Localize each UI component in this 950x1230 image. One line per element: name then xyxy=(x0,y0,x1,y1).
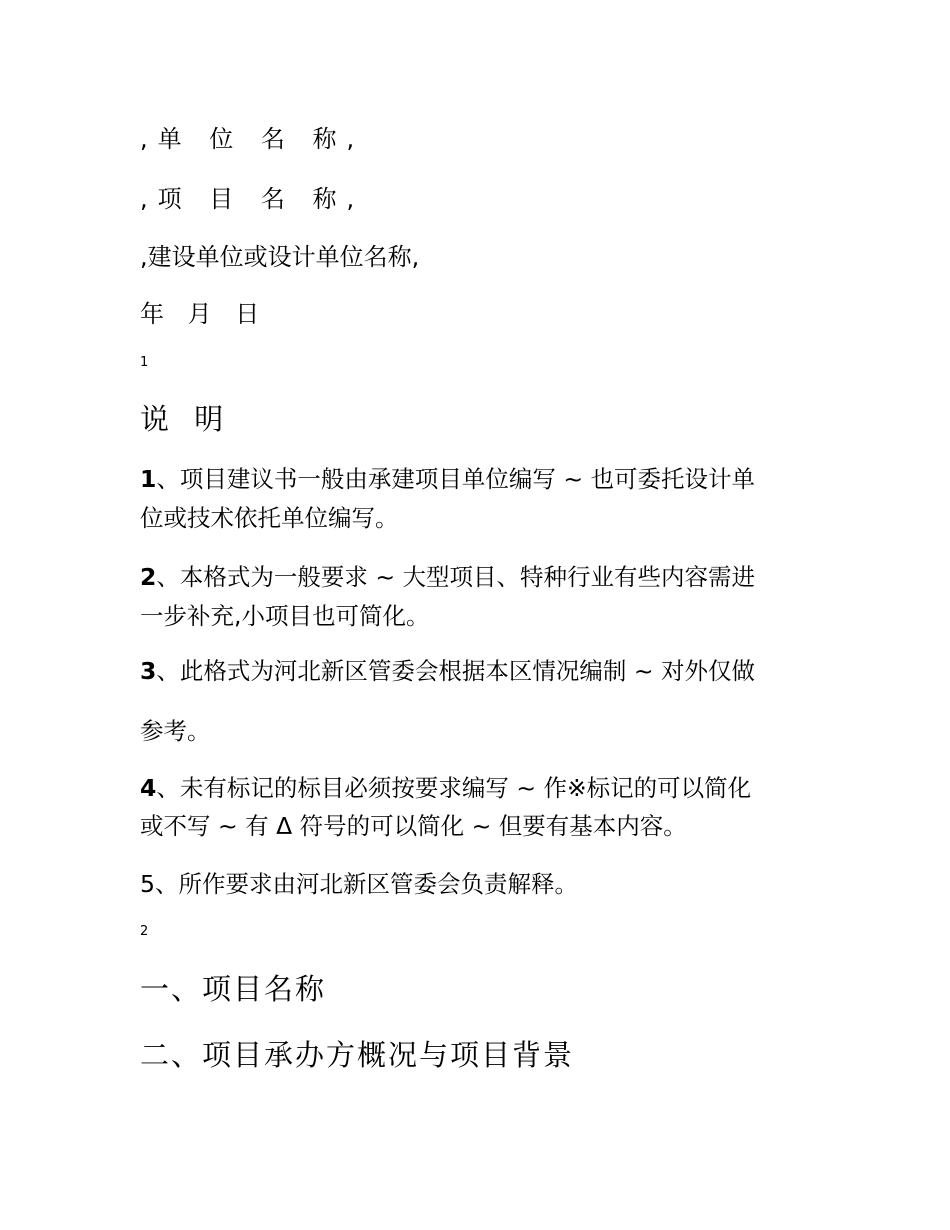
note-item-4-line-1 xyxy=(140,773,751,803)
note-number: 5 xyxy=(140,870,155,898)
note-text: 、项目建议书一般由承建项目单位编写 ~ 也可委托设计单 xyxy=(156,465,755,493)
note-number: 1 xyxy=(140,465,157,493)
note-item-2-line-1 xyxy=(140,562,755,592)
note-text: 、未有标记的标目必须按要求编写 ~ 作※标记的可以简化 xyxy=(156,774,752,802)
page-number: 1 xyxy=(140,355,149,370)
note-item-2-line-2: 一步补充,小项目也可简化。 xyxy=(140,602,430,630)
note-item-4-line-2: 或不写 ~ 有 Δ 符号的可以简化 ~ 但要有基本内容。 xyxy=(140,812,687,840)
note-number: 2 xyxy=(140,563,157,591)
note-item-3-line-1 xyxy=(140,656,755,686)
section-heading-2: 二、项目承办方概况与项目背景 xyxy=(140,1038,575,1072)
note-text: 、所作要求由河北新区管委会负责解释。 xyxy=(154,870,578,898)
note-item-1-line-1 xyxy=(140,464,755,494)
project-name-line: ,项 目 名 称, xyxy=(140,185,365,213)
note-item-3-line-2: 参考。 xyxy=(140,717,211,745)
page-number: 2 xyxy=(140,924,149,939)
unit-name-line: ,单 位 名 称, xyxy=(140,125,365,153)
notes-title: 说 明 xyxy=(140,402,232,436)
note-text: 、本格式为一般要求 ~ 大型项目、特种行业有些内容需进 xyxy=(156,563,755,591)
note-number: 3 xyxy=(140,657,157,685)
section-heading-1: 一、项目名称 xyxy=(140,972,327,1006)
note-item-1-line-2: 位或技术依托单位编写。 xyxy=(140,504,399,532)
note-number: 4 xyxy=(140,774,157,802)
note-item-5-line-1 xyxy=(140,869,578,899)
date-line: 年 月 日 xyxy=(140,300,268,328)
note-text: 、此格式为河北新区管委会根据本区情况编制 ~ 对外仅做 xyxy=(156,657,755,685)
builder-name-line: ,建设单位或设计单位名称, xyxy=(140,243,420,271)
